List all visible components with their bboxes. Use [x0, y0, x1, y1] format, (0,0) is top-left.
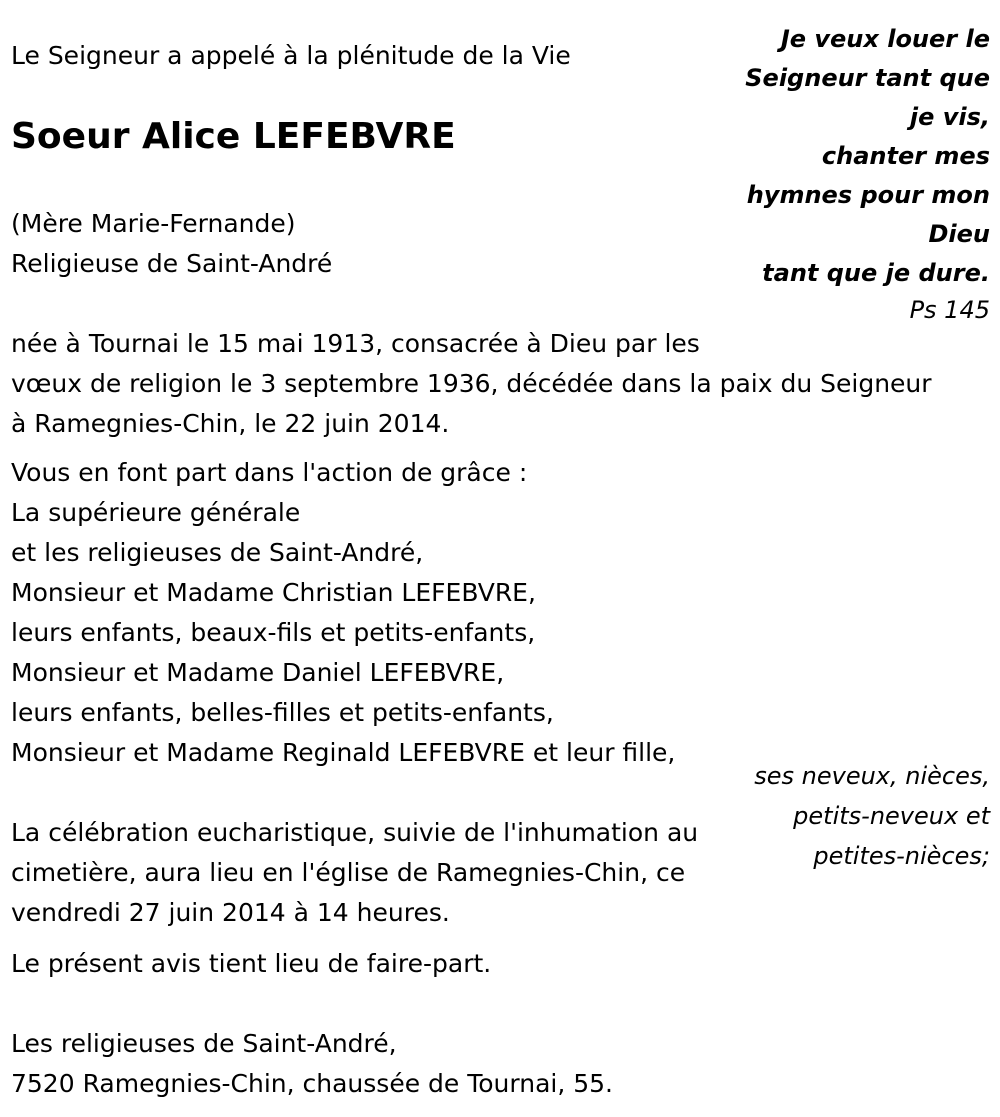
- relatives-line: petits-neveux et: [793, 802, 990, 830]
- congregation: Religieuse de Saint-André: [11, 249, 333, 278]
- verse-line: Seigneur tant que: [745, 64, 990, 92]
- verse-line: Dieu: [928, 220, 990, 248]
- announcement-line: Monsieur et Madame Christian LEFEBVRE,: [11, 578, 536, 607]
- notice-text: Le présent avis tient lieu de faire-part.: [11, 949, 492, 978]
- sender-line: Les religieuses de Saint-André,: [11, 1029, 397, 1058]
- biography-line: à Ramegnies-Chin, le 22 juin 2014.: [11, 409, 450, 438]
- verse-line: tant que je dure.: [762, 259, 990, 287]
- announcement-line: La supérieure générale: [11, 498, 301, 527]
- religious-name: (Mère Marie-Fernande): [11, 209, 296, 238]
- relatives-line: petites-nièces;: [813, 842, 990, 870]
- ceremony-line: cimetière, aura lieu en l'église de Ramegnies-Chin, ce: [11, 858, 686, 887]
- announcement-line: Monsieur et Madame Daniel LEFEBVRE,: [11, 658, 505, 687]
- biography-line: vœux de religion le 3 septembre 1936, décédée dans la paix du Seigneur: [11, 369, 932, 398]
- relatives-line: ses neveux, nièces,: [754, 762, 990, 790]
- ceremony-line: La célébration eucharistique, suivie de l'inhumation au: [11, 818, 699, 847]
- ceremony-line: vendredi 27 juin 2014 à 14 heures.: [11, 898, 450, 927]
- announcement-line: et les religieuses de Saint-André,: [11, 538, 424, 567]
- deceased-name: Soeur Alice LEFEBVRE: [11, 116, 456, 157]
- intro-text: Le Seigneur a appelé à la plénitude de la Vie: [11, 41, 571, 70]
- announcement-line: Vous en font part dans l'action de grâce :: [11, 458, 528, 487]
- announcement-line: leurs enfants, beaux-fils et petits-enfants,: [11, 618, 536, 647]
- verse-line: Je veux louer le: [780, 25, 990, 53]
- verse-line: chanter mes: [821, 142, 990, 170]
- verse-line: hymnes pour mon: [746, 181, 990, 209]
- verse-line: je vis,: [909, 103, 990, 131]
- verse-reference: Ps 145: [909, 296, 990, 324]
- announcement-line: leurs enfants, belles-filles et petits-enfants,: [11, 698, 554, 727]
- sender-line: 7520 Ramegnies-Chin, chaussée de Tournai, 55.: [11, 1069, 613, 1098]
- announcement-line: Monsieur et Madame Reginald LEFEBVRE et leur fille,: [11, 738, 676, 767]
- biography-line: née à Tournai le 15 mai 1913, consacrée à Dieu par les: [11, 329, 700, 358]
